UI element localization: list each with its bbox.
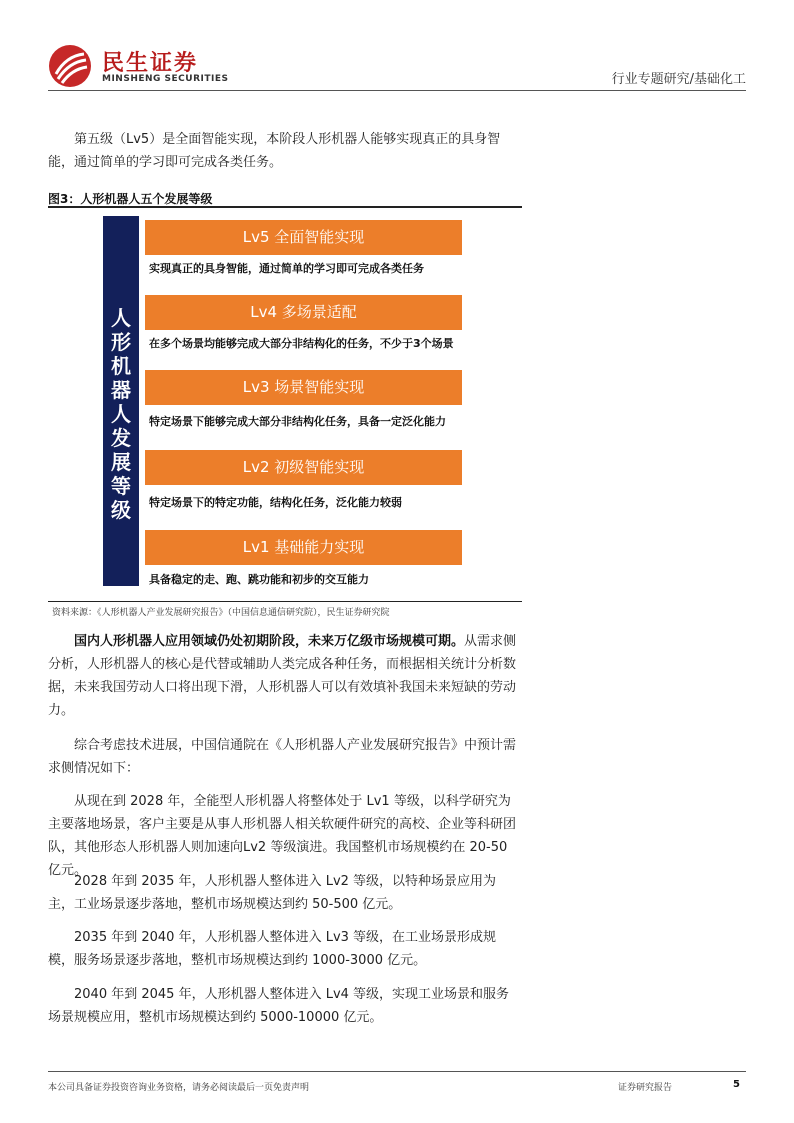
footer-report-type: 证券研究报告 xyxy=(618,1083,673,1093)
footer-divider xyxy=(48,1071,746,1072)
body-paragraph-3: 从现在到 2028 年，全能型人形机器人将整体处于 Lv1 等级，以科学研究为主要落地场景，客户主要是从事人形机器人相关软硬件研究的高校、企业等科研团队，其他形态人形机器人则加速向Lv2 等级演进。我国整机市场规模约在 20-50 亿元。 xyxy=(48,794,517,878)
figure-source: 资料来源：《人形机器人产业发展研究报告》（中国信息通信研究院），民生证券研究院 xyxy=(52,608,390,618)
intro-paragraph: 第五级（Lv5）是全面智能实现，本阶段人形机器人能够实现真正的具身智能，通过简单的学习即可完成各类任务。 xyxy=(48,132,501,170)
minsheng-logo-icon xyxy=(48,44,92,88)
level-bar-lv3: Lv3 场景智能实现 xyxy=(145,370,462,405)
body-paragraph-6: 2040 年到 2045 年，人形机器人整体进入 Lv4 等级，实现工业场景和服务场景规模应用，整机市场规模达到约 5000-10000 亿元。 xyxy=(48,987,510,1025)
page-number: 5 xyxy=(733,1079,740,1090)
body-paragraph-4: 2028 年到 2035 年，人形机器人整体进入 Lv2 等级，以特种场景应用为主，工业场景逐步落地，整机市场规模达到约 50-500 亿元。 xyxy=(48,874,497,912)
side-label-text: 人形机器人发展等级 xyxy=(111,306,131,522)
level-desc-lv2: 特定场景下的特定功能，结构化任务，泛化能力较弱 xyxy=(149,496,402,509)
body-paragraph-1 xyxy=(48,630,522,722)
paragraph-1-text: 从需求侧分析，人形机器人的核心是代替或辅助人类完成各种任务，而根据相关统计分析数据，未来我国劳动人口将出现下滑，人形机器人可以有效填补我国未来短缺的劳动力。 xyxy=(48,634,517,718)
brand-name: 民生证券 xyxy=(102,51,199,76)
paragraph-1-lead: 国内人形机器人应用领域仍处初期阶段，未来万亿级市场规模可期。 xyxy=(74,634,465,649)
level-bar-lv2: Lv2 初级智能实现 xyxy=(145,450,462,485)
development-levels-diagram xyxy=(103,216,467,592)
report-category: 行业专题研究/基础化工 xyxy=(611,72,746,87)
header-divider xyxy=(48,90,746,91)
level-desc-lv5: 实现真正的具身智能，通过简单的学习即可完成各类任务 xyxy=(149,262,424,275)
level-desc-lv3: 特定场景下能够完成大部分非结构化任务，具备一定泛化能力 xyxy=(149,415,446,428)
figure-title: 图3：人形机器人五个发展等级 xyxy=(48,192,213,206)
figure-top-rule xyxy=(48,206,522,208)
footer-disclaimer: 本公司具备证券投资咨询业务资格，请务必阅读最后一页免责声明 xyxy=(48,1083,310,1093)
brand-name-english: MINSHENG SECURITIES xyxy=(102,74,229,84)
level-desc-lv1: 具备稳定的走、跑、跳功能和初步的交互能力 xyxy=(149,573,369,586)
page-header xyxy=(48,38,746,90)
body-paragraph-2: 综合考虑技术进展，中国信通院在《人形机器人产业发展研究报告》中预计需求侧情况如下： xyxy=(48,738,517,776)
level-bar-lv4: Lv4 多场景适配 xyxy=(145,295,462,330)
body-paragraph-5: 2035 年到 2040 年，人形机器人整体进入 Lv3 等级，在工业场景形成规模，服务场景逐步落地，整机市场规模达到约 1000-3000 亿元。 xyxy=(48,930,497,968)
level-bar-lv5: Lv5 全面智能实现 xyxy=(145,220,462,255)
side-label-bar xyxy=(103,216,139,586)
figure-bottom-rule xyxy=(48,601,522,602)
level-bar-lv1: Lv1 基础能力实现 xyxy=(145,530,462,565)
level-desc-lv4: 在多个场景均能够完成大部分非结构化的任务，不少于3个场景 xyxy=(149,337,454,350)
